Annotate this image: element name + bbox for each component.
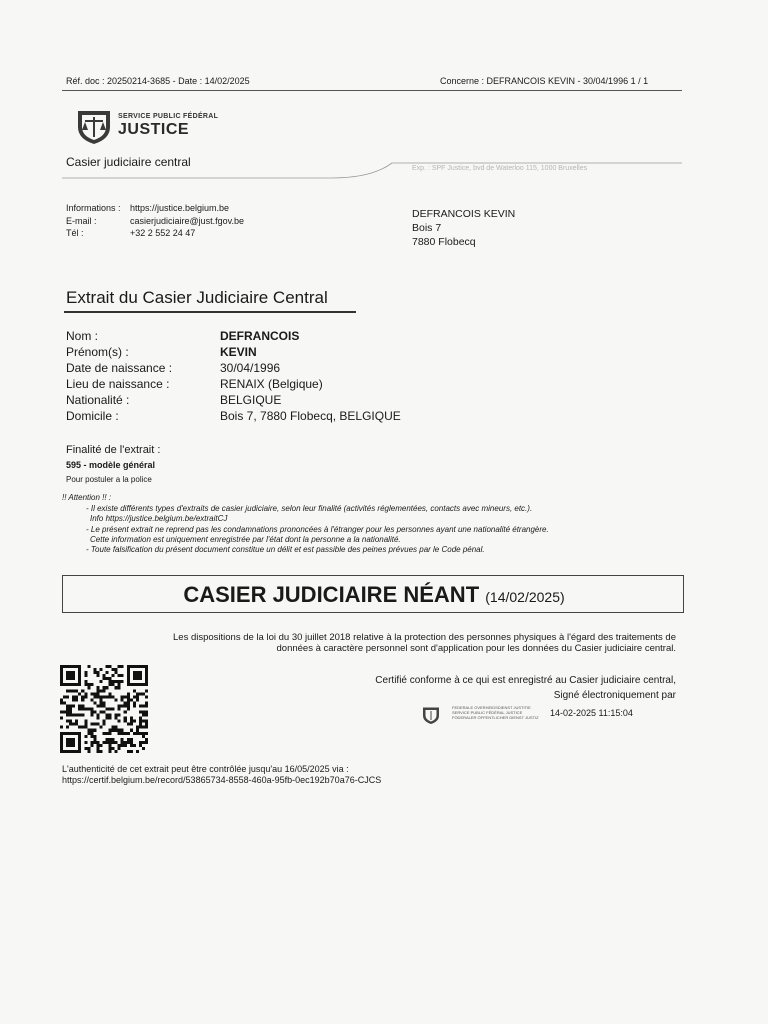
- field-label-domicile: Domicile :: [66, 409, 119, 423]
- certification-line: Certifié conforme à ce qui est enregistré au Casier judiciaire central,: [375, 675, 676, 686]
- result-text: CASIER JUDICIAIRE NÉANT: [183, 582, 480, 607]
- attention-note: - Toute falsification du présent document constitue un délit et est passible des peines prévues par le Code pénal.: [86, 545, 485, 554]
- contact-label-email: E-mail :: [66, 216, 97, 226]
- title-underline: [64, 311, 356, 313]
- contact-phone: +32 2 552 24 47: [130, 228, 196, 238]
- recipient-city: 7880 Flobecq: [412, 236, 476, 248]
- legal-dispositions: [90, 632, 676, 654]
- field-value-prenom: KEVIN: [220, 345, 257, 359]
- contact-website-link[interactable]: https://justice.belgium.be: [130, 203, 230, 213]
- field-label-prenom: Prénom(s) :: [66, 345, 129, 359]
- qr-modules: [60, 665, 148, 753]
- contact-label-phone: Tél :: [66, 228, 84, 238]
- attention-heading: !! Attention !! :: [62, 493, 112, 502]
- field-label-birthdate: Date de naissance :: [66, 361, 173, 375]
- authenticity-url-link[interactable]: https://certif.belgium.be/record/53865734-8558-460a-95fb-0ec192b70a76-CJCS: [62, 775, 382, 785]
- result-date: (14/02/2025): [485, 589, 565, 605]
- field-label-birthplace: Lieu de naissance :: [66, 377, 170, 391]
- field-value-nationality: BELGIQUE: [220, 393, 282, 407]
- authenticity-text: L'authenticité de cet extrait peut être contrôlée jusqu'au 16/05/2025 via :: [62, 764, 349, 774]
- header-swoosh-line: [62, 158, 682, 198]
- field-value-domicile: Bois 7, 7880 Flobecq, BELGIQUE: [220, 409, 401, 423]
- attention-note: Cette information est uniquement enregistrée par l'état dont la personne a la nationalité.: [90, 535, 401, 544]
- result-heading: [63, 582, 685, 608]
- attention-note: - Il existe différents types d'extraits de casier judiciaire, selon leur finalité (activités réglementées, contacts avec mineurs, etc.).: [86, 504, 533, 513]
- verification-qr-code[interactable]: [60, 665, 148, 753]
- sender-address: Exp. : SPF Justice, bvd de Waterloo 115, 1000 Bruxelles: [412, 165, 588, 172]
- header-divider: [62, 90, 682, 91]
- field-label-nom: Nom :: [66, 329, 99, 343]
- document-title: Extrait du Casier Judiciaire Central: [66, 288, 328, 307]
- justice-seal-icon: [422, 705, 440, 725]
- seal-text-line: FÖDERALER ÖFFENTLICHER DIENST JUSTIZ: [452, 715, 539, 720]
- field-label-nationality: Nationalité :: [66, 393, 130, 407]
- concerne-line: Concerne : DEFRANCOIS KEVIN - 30/04/1996 1 / 1: [440, 76, 649, 86]
- signature-timestamp: 14-02-2025 11:15:04: [550, 708, 633, 718]
- field-value-birthdate: 30/04/1996: [220, 361, 281, 375]
- seal-text-line: FEDERALE OVERHEIDSDIENST JUSTITIE: [452, 705, 531, 710]
- finalite-code: 595 - modèle général: [66, 460, 156, 470]
- seal-text-line: SERVICE PUBLIC FÉDÉRAL JUSTICE: [452, 710, 523, 715]
- attention-note: Info https://justice.belgium.be/extraitCJ: [90, 514, 228, 523]
- finalite-label: Finalité de l'extrait :: [66, 444, 161, 456]
- signature-line: Signé électroniquement par: [553, 690, 676, 701]
- service-name: Casier judiciaire central: [66, 155, 191, 169]
- field-value-nom: DEFRANCOIS: [220, 329, 300, 343]
- reference-number: Réf. doc : 20250214-3685 - Date : 14/02/2025: [66, 76, 250, 86]
- seal-text: [452, 705, 539, 720]
- legal-dispositions-line: Les dispositions de la loi du 30 juillet 2018 relative à la protection des personnes physiques à l'égard des traitements de: [173, 632, 676, 643]
- recipient-street: Bois 7: [412, 222, 442, 234]
- result-box: [62, 575, 684, 613]
- authenticity-notice: [62, 764, 381, 786]
- finalite-description: Pour postuler a la police: [66, 475, 152, 484]
- recipient-name: DEFRANCOIS KEVIN: [412, 208, 516, 220]
- logo-title: JUSTICE: [118, 121, 190, 138]
- legal-dispositions-line: données à caractère personnel sont d'application pour les données du Casier judiciaire central.: [276, 643, 676, 654]
- contact-email-link[interactable]: casierjudiciaire@just.fgov.be: [130, 216, 245, 226]
- field-value-birthplace: RENAIX (Belgique): [220, 377, 323, 391]
- attention-note: - Le présent extrait ne reprend pas les condamnations prononcées à l'étranger pour les personnes ayant une nationalité étrangère.: [86, 525, 549, 534]
- justice-shield-icon: [76, 107, 112, 145]
- contact-label-info: Informations :: [66, 203, 121, 213]
- logo-subtitle: SERVICE PUBLIC FÉDÉRAL: [118, 113, 219, 120]
